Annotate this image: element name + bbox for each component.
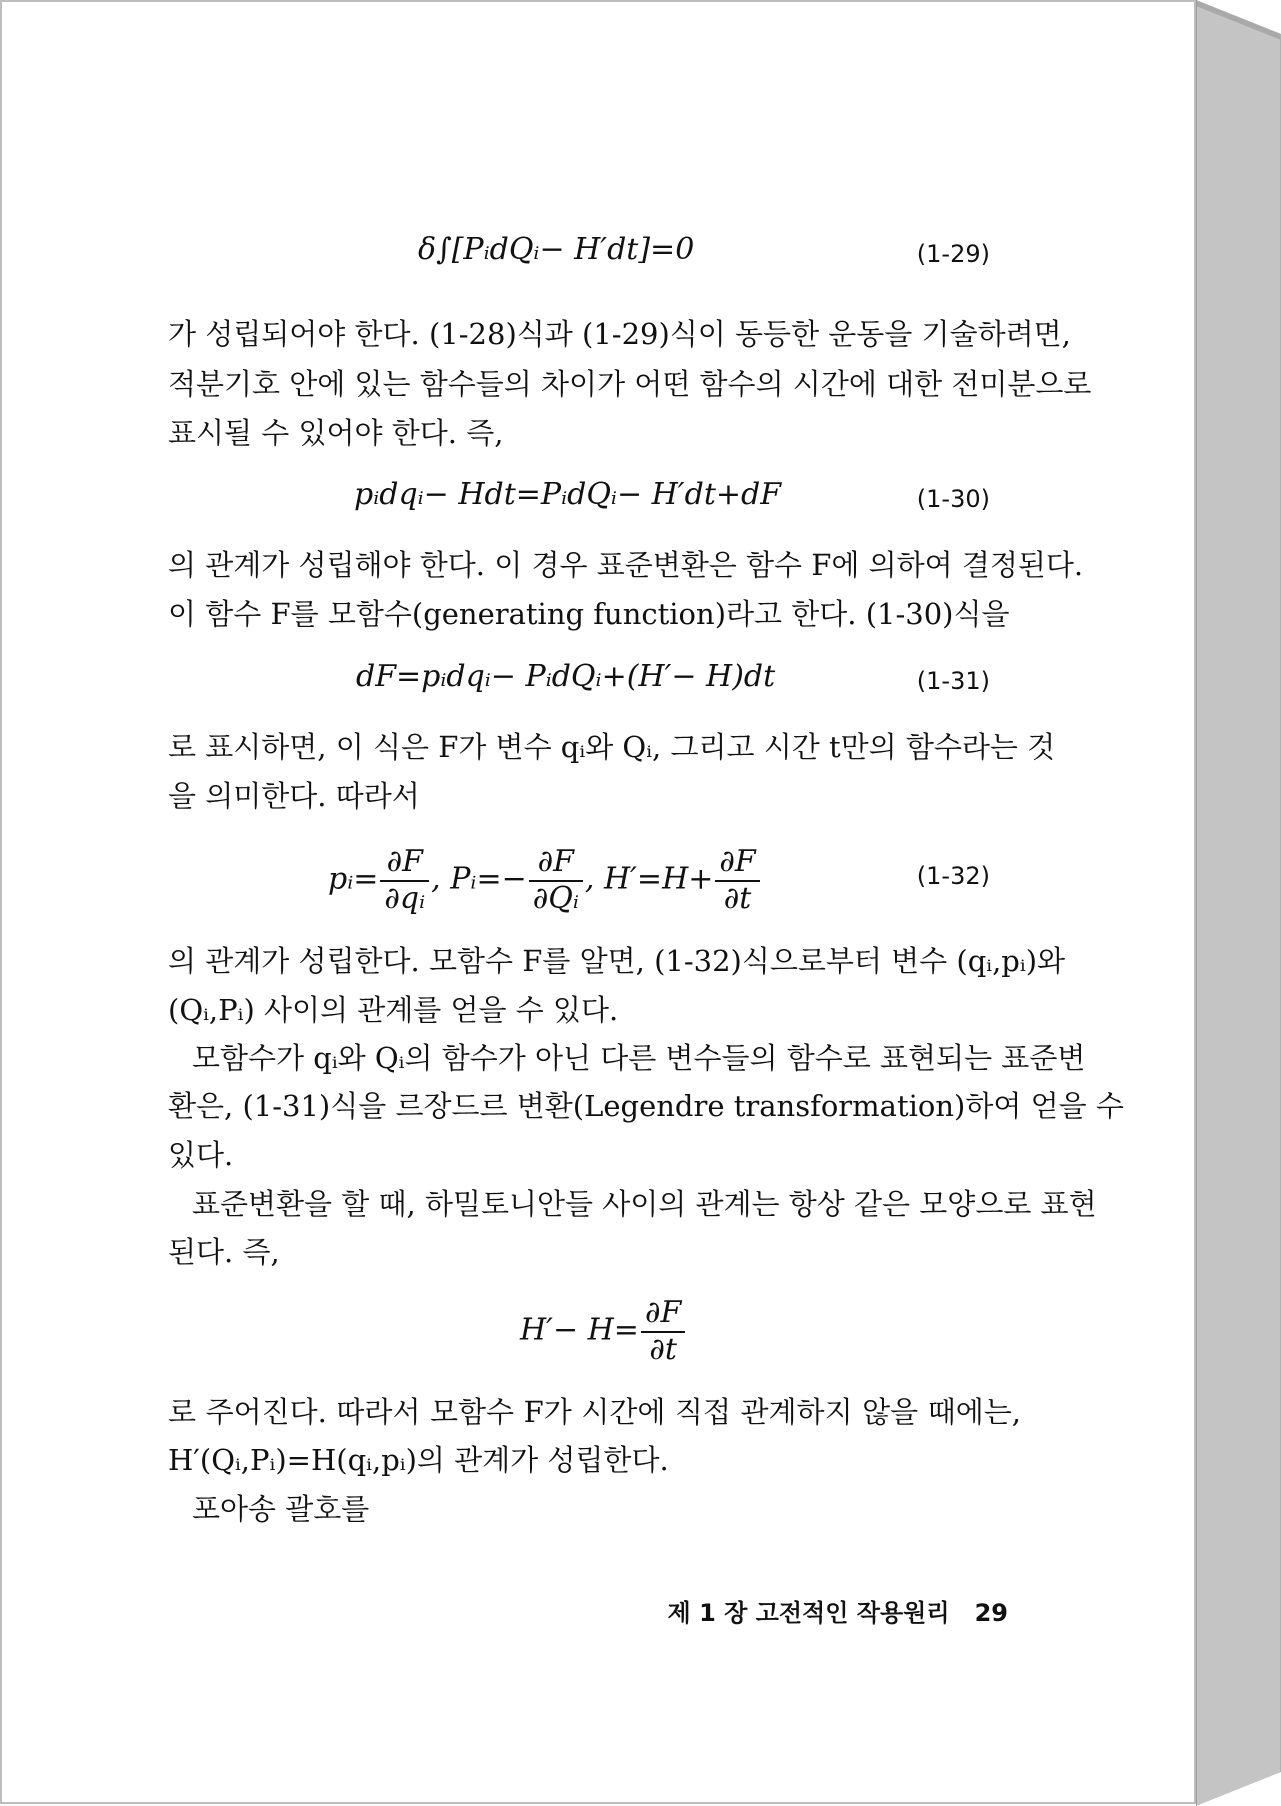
equation-number-1-29: (1-29) — [916, 240, 990, 268]
paragraph-line-4: 의 관계가 성립해야 한다. 이 경우 표준변환은 함수 F에 의하여 결정된다. — [168, 548, 1084, 582]
paragraph-line-16: H′(Qᵢ,Pᵢ)=H(qᵢ,pᵢ)의 관계가 성립한다. — [168, 1443, 669, 1477]
fraction-denominator: ∂Qᵢ — [532, 880, 579, 916]
equation-number-1-30: (1-30) — [916, 485, 990, 513]
paragraph-line-12: 있다. — [168, 1138, 234, 1172]
paragraph-line-13: 표준변환을 할 때, 하밀토니안들 사이의 관계는 항상 같은 모양으로 표현 — [192, 1187, 1097, 1221]
eq-lhs: H′− H= — [520, 1312, 639, 1348]
fraction-numerator: ∂F — [380, 845, 429, 882]
equation-unnumbered — [520, 1296, 687, 1367]
eq-P-lhs: , Pᵢ=− — [431, 861, 527, 897]
fraction-dF-dq — [380, 845, 429, 916]
paragraph-line-6: 로 표시하면, 이 식은 F가 변수 qᵢ와 Qᵢ, 그리고 시간 t만의 함수라는 것 — [168, 730, 1056, 764]
fraction-dF-dt — [641, 1296, 685, 1367]
fraction-numerator: ∂F — [529, 845, 583, 882]
equation-1-31: dF=pᵢdqᵢ− PᵢdQᵢ+(H′− H)dt — [356, 659, 776, 694]
book-spine-edge — [1196, 0, 1281, 1806]
equation-number-1-32: (1-32) — [916, 862, 990, 890]
equation-number-1-31: (1-31) — [916, 667, 990, 695]
fraction-denominator: ∂qᵢ — [384, 880, 426, 916]
paragraph-line-5: 이 함수 F를 모함수(generating function)라고 한다. (1-30)식을 — [168, 597, 1010, 631]
paragraph-line-10: 모함수가 qᵢ와 Qᵢ의 함수가 아닌 다른 변수들의 함수로 표현되는 표준변 — [192, 1041, 1086, 1075]
fraction-numerator: ∂F — [715, 845, 759, 882]
page-number: 29 — [974, 1599, 1008, 1627]
equation-1-32 — [328, 845, 762, 916]
eq-p-lhs: pᵢ= — [328, 861, 379, 897]
paragraph-line-17: 포아송 괄호를 — [192, 1492, 370, 1526]
paragraph-line-2: 적분기호 안에 있는 함수들의 차이가 어떤 함수의 시간에 대한 전미분으로 — [168, 367, 1092, 401]
fraction-dF-dQ — [529, 845, 583, 916]
paragraph-line-1: 가 성립되어야 한다. (1-28)식과 (1-29)식이 동등한 운동을 기술하려면, — [168, 317, 1071, 351]
paragraph-line-3: 표시될 수 있어야 한다. 즉, — [168, 416, 504, 450]
equation-1-30: pᵢdqᵢ− Hdt=PᵢdQᵢ− H′dt+dF — [354, 477, 782, 512]
eq-H-lhs: , H′=H+ — [584, 861, 714, 897]
chapter-title: 제 1 장 고전적인 작용원리 — [667, 1599, 950, 1627]
paragraph-line-9: (Qᵢ,Pᵢ) 사이의 관계를 얻을 수 있다. — [168, 993, 619, 1027]
fraction-denominator: ∂t — [723, 880, 752, 916]
paragraph-line-7: 을 의미한다. 따라서 — [168, 779, 420, 813]
fraction-denominator: ∂t — [649, 1331, 677, 1367]
paragraph-line-8: 의 관계가 성립한다. 모함수 F를 알면, (1-32)식으로부터 변수 (qᵢ,pᵢ)와 — [168, 944, 1066, 978]
fraction-numerator: ∂F — [641, 1296, 685, 1333]
fraction-dF-dt — [715, 845, 759, 916]
running-footer — [668, 1593, 1008, 1628]
equation-1-29: δ∫[PᵢdQᵢ− H′dt]=0 — [418, 232, 695, 267]
paragraph-line-15: 로 주어진다. 따라서 모함수 F가 시간에 직접 관계하지 않을 때에는, — [168, 1395, 1021, 1429]
paragraph-line-11: 환은, (1-31)식을 르장드르 변환(Legendre transformation)하여 얻을 수 — [168, 1089, 1124, 1123]
paragraph-line-14: 된다. 즉, — [168, 1235, 280, 1269]
